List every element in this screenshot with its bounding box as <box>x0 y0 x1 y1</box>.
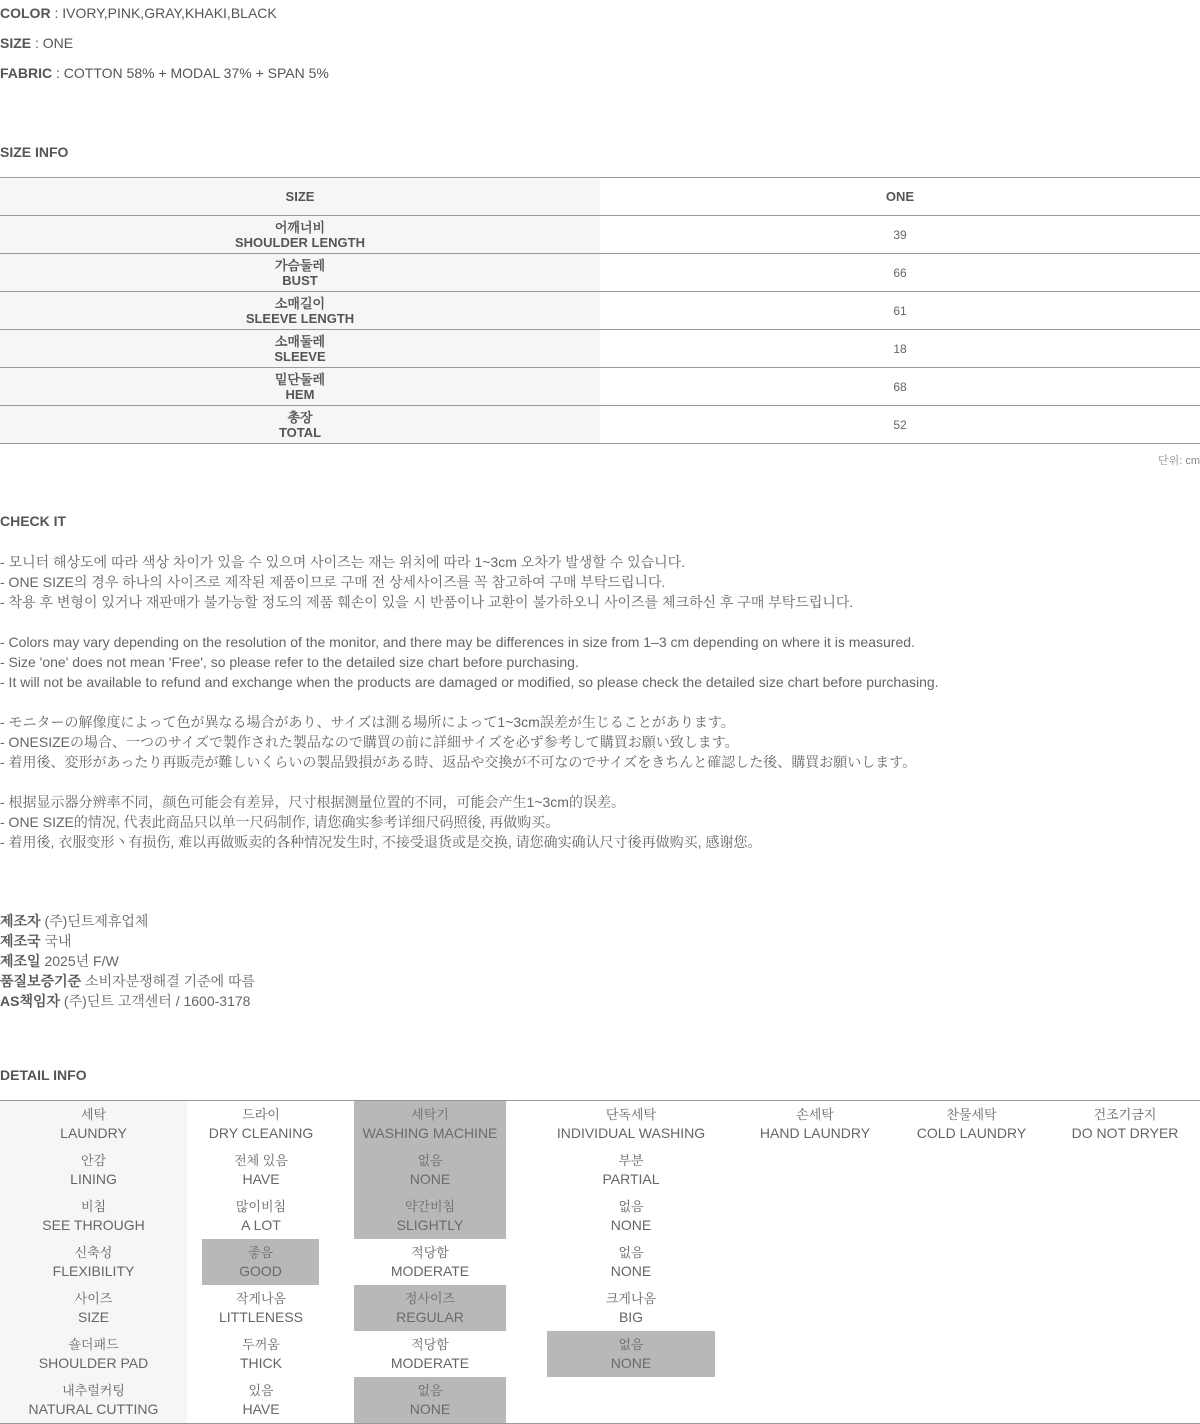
detail-option-kr: 적당함 <box>411 1337 449 1352</box>
detail-option-kr: 크게나옴 <box>605 1291 657 1306</box>
maker-info-value: (주)딘트 고객센터 / 1600-3178 <box>60 993 251 1009</box>
size-row-label <box>0 368 600 406</box>
detail-option <box>187 1101 335 1147</box>
size-label-en: SLEEVE LENGTH <box>245 310 355 326</box>
maker-info-line <box>0 911 148 931</box>
detail-option-selected <box>202 1239 319 1285</box>
detail-option-selected <box>354 1101 506 1147</box>
detail-head-kr: 세탁 <box>80 1107 107 1122</box>
size-label-kr: 밑단둘레 <box>274 371 326 387</box>
detail-option-kr: 정사이즈 <box>404 1291 456 1306</box>
detail-option-kr: 좋음 <box>247 1245 274 1260</box>
detail-option-selected <box>354 1285 506 1331</box>
size-row-label <box>0 330 600 368</box>
size-row <box>0 368 1200 406</box>
spec-value: : ONE <box>31 35 74 51</box>
detail-option-selected <box>354 1147 506 1193</box>
detail-row-head <box>0 1285 187 1331</box>
maker-info-value: 국내 <box>40 933 72 949</box>
detail-row-head <box>0 1193 187 1239</box>
detail-option-selected <box>354 1377 506 1423</box>
detail-option <box>187 1193 335 1239</box>
size-row-value: 68 <box>600 368 1200 406</box>
detail-row-head <box>0 1377 187 1423</box>
detail-option-en: DRY CLEANING <box>208 1125 314 1141</box>
detail-option-en: NONE <box>610 1355 652 1371</box>
detail-head-en: SEE THROUGH <box>42 1217 145 1233</box>
size-label-kr: 총장 <box>287 409 313 425</box>
check-line: - ONESIZEの場合、一つのサイズで製作された製品なので購買の前に詳細サイズを必ず参考して購買お願い致します。 <box>0 734 739 750</box>
detail-option <box>715 1101 915 1147</box>
detail-option-en: INDIVIDUAL WASHING <box>556 1125 706 1141</box>
spec-label: COLOR <box>0 5 51 21</box>
detail-option-en: HAND LAUNDRY <box>759 1125 871 1141</box>
detail-option-en: PARTIAL <box>602 1171 660 1187</box>
size-row <box>0 406 1200 444</box>
detail-option <box>547 1147 715 1193</box>
size-label-kr: 소매둘레 <box>274 333 326 349</box>
size-row-value: 52 <box>600 406 1200 444</box>
detail-option-kr: 없음 <box>417 1153 443 1168</box>
detail-option-kr: 많이비침 <box>235 1199 287 1214</box>
detail-head-kr: 안감 <box>80 1153 107 1168</box>
detail-option-en: NONE <box>610 1217 652 1233</box>
size-row <box>0 254 1200 292</box>
maker-info-label: 제조국 <box>0 933 41 949</box>
detail-head-en: LAUNDRY <box>60 1125 127 1141</box>
size-row-value: 39 <box>600 216 1200 254</box>
size-label-en: HEM <box>285 386 315 402</box>
size-row-value: 61 <box>600 292 1200 330</box>
detail-option-kr: 없음 <box>618 1199 644 1214</box>
spec-fabric <box>0 64 329 82</box>
check-line: - 착용 후 변형이 있거나 재판매가 불가능할 정도의 제품 훼손이 있을 시 반품이나 교환이 불가하오니 사이즈를 체크하신 후 구매 부탁드립니다. <box>0 594 854 610</box>
maker-info-label: 제조자 <box>0 913 41 929</box>
detail-option-en: NONE <box>409 1171 451 1187</box>
size-table-header <box>0 178 1200 216</box>
size-label-kr: 소매길이 <box>274 295 326 311</box>
detail-option-en: NONE <box>409 1401 451 1417</box>
detail-option-en: A LOT <box>241 1217 281 1233</box>
maker-info-line <box>0 951 119 971</box>
size-label-en: BUST <box>282 272 318 288</box>
spec-value: : IVORY,PINK,GRAY,KHAKI,BLACK <box>50 5 277 21</box>
detail-option-en: WASHING MACHINE <box>362 1125 498 1141</box>
check-line: - 着用後、変形があったり再販売が難しいくらいの製品毀損がある時、返品や交換が不可なのでサイズをきちんと確認した後、購買お願いします。 <box>0 754 917 770</box>
check-line: - 根据显示器分辨率不同，颜色可能会有差异，尺寸根据测量位置的不同，可能会产生1~3cm的误差。 <box>0 794 625 810</box>
check-line: - モニターの解像度によって色が異なる場合があり、サイズは測る場所によって1~3cm誤差が生じることがあります。 <box>0 714 735 730</box>
check-line: - 모니터 해상도에 따라 색상 차이가 있을 수 있으며 사이즈는 재는 위치에 따라 1~3cm 오차가 발생할 수 있습니다. <box>0 554 686 570</box>
size-row <box>0 216 1200 254</box>
detail-option-en: BIG <box>618 1309 644 1325</box>
detail-option-en: SLIGHTLY <box>396 1217 464 1233</box>
check-group <box>0 792 761 852</box>
detail-option-kr: 드라이 <box>242 1107 280 1122</box>
detail-option <box>547 1193 715 1239</box>
detail-option <box>547 1239 715 1285</box>
check-it-title: CHECK IT <box>0 513 67 529</box>
size-header-value: ONE <box>600 178 1200 216</box>
detail-option-en: NONE <box>610 1263 652 1279</box>
detail-head-en: SIZE <box>77 1309 110 1325</box>
check-group <box>0 552 853 612</box>
detail-option-selected <box>547 1331 715 1377</box>
detail-option-en: GOOD <box>239 1263 282 1279</box>
detail-head-kr: 내추럴커팅 <box>62 1383 125 1398</box>
detail-row-head <box>0 1101 187 1147</box>
maker-info-value: 2025년 F/W <box>40 953 119 969</box>
detail-option <box>187 1147 335 1193</box>
size-header-label: SIZE <box>0 178 600 216</box>
size-label-en: SHOULDER LENGTH <box>235 234 365 250</box>
detail-option-en: REGULAR <box>396 1309 464 1325</box>
detail-head-kr: 숄더패드 <box>68 1337 119 1352</box>
spec-label: SIZE <box>0 35 32 51</box>
maker-info-value: 소비자분쟁해결 기준에 따름 <box>81 973 256 989</box>
check-line: - ONE SIZE의 경우 하나의 사이즈로 제작된 제품이므로 구매 전 상세사이즈를 꼭 참고하여 구매 부탁드립니다. <box>0 574 666 590</box>
detail-option-kr: 없음 <box>618 1337 644 1352</box>
detail-option-en: DO NOT DRYER <box>1071 1125 1179 1141</box>
detail-option-kr: 작게나옴 <box>235 1291 287 1306</box>
detail-option <box>1050 1101 1200 1147</box>
size-info-title: SIZE INFO <box>0 144 69 160</box>
check-line: - 着用後, 衣服变形丶有损伤, 难以再做贩卖的各种情况发生时, 不接受退货或是交换, 请您确实确认尺寸後再做购买, 感谢您。 <box>0 834 762 850</box>
detail-option-selected <box>354 1193 506 1239</box>
detail-row-head <box>0 1331 187 1377</box>
spec-value: : COTTON 58% + MODAL 37% + SPAN 5% <box>52 65 329 81</box>
size-label-en: TOTAL <box>278 424 322 440</box>
detail-option-kr: 없음 <box>618 1245 644 1260</box>
detail-option-kr: 단독세탁 <box>605 1107 657 1122</box>
detail-option-kr: 건조기금지 <box>1093 1107 1157 1122</box>
detail-option-en: COLD LAUNDRY <box>916 1125 1027 1141</box>
size-row-value: 18 <box>600 330 1200 368</box>
detail-option-en: LITTLENESS <box>218 1309 304 1325</box>
detail-option-kr: 부분 <box>618 1153 644 1168</box>
detail-option <box>187 1331 335 1377</box>
size-label-kr: 가슴둘레 <box>274 257 326 273</box>
detail-row-head <box>0 1147 187 1193</box>
maker-info-label: 품질보증기준 <box>0 973 82 989</box>
size-label-kr: 어깨너비 <box>274 219 326 235</box>
detail-head-kr: 사이즈 <box>74 1291 113 1306</box>
detail-option-kr: 없음 <box>417 1383 443 1398</box>
detail-option <box>547 1285 715 1331</box>
detail-option <box>354 1331 506 1377</box>
maker-info-line <box>0 931 72 951</box>
detail-option <box>187 1377 335 1423</box>
detail-option-kr: 약간비침 <box>404 1199 456 1214</box>
check-line: - ONE SIZE的情况, 代表此商品只以单一尺码制作, 请您确实参考详细尺码照後, 再做购买。 <box>0 814 560 830</box>
maker-info-value: (주)딘트제휴업체 <box>40 913 149 929</box>
detail-grid <box>0 1100 1200 1424</box>
detail-option-kr: 세탁기 <box>411 1107 449 1122</box>
detail-head-en: NATURAL CUTTING <box>28 1401 159 1417</box>
detail-option-en: MODERATE <box>390 1263 470 1279</box>
detail-option <box>187 1285 335 1331</box>
size-row-label <box>0 292 600 330</box>
check-line: - Colors may vary depending on the resolution of the monitor, and there may be differences in size from 1–3 cm depending on where it is measured. <box>0 634 915 650</box>
detail-option-kr: 손세탁 <box>796 1107 834 1122</box>
detail-option <box>354 1239 506 1285</box>
detail-option-en: HAVE <box>242 1401 280 1417</box>
detail-head-en: FLEXIBILITY <box>52 1263 135 1279</box>
maker-info-line <box>0 991 250 1011</box>
detail-head-kr: 비침 <box>80 1199 107 1214</box>
size-unit: 단위: cm <box>1157 455 1200 467</box>
spec-label: FABRIC <box>0 65 53 81</box>
detail-head-kr: 신축성 <box>74 1245 113 1260</box>
size-row-label <box>0 406 600 444</box>
detail-row-head <box>0 1239 187 1285</box>
detail-option-kr: 전체 있음 <box>234 1153 288 1168</box>
detail-option-kr: 있음 <box>248 1383 274 1398</box>
detail-option-kr: 적당함 <box>411 1245 449 1260</box>
size-label-en: SLEEVE <box>274 348 326 364</box>
detail-option-en: MODERATE <box>390 1355 470 1371</box>
check-line: - Size 'one' does not mean 'Free', so please refer to the detailed size chart before purchasing. <box>0 654 579 670</box>
detail-option-kr: 찬물세탁 <box>946 1107 997 1122</box>
check-group <box>0 712 916 772</box>
detail-head-en: SHOULDER PAD <box>38 1355 149 1371</box>
size-row-value: 66 <box>600 254 1200 292</box>
maker-info-line <box>0 971 255 991</box>
detail-option <box>547 1101 715 1147</box>
maker-info-label: AS책임자 <box>0 993 61 1009</box>
check-group <box>0 632 939 692</box>
size-row-label <box>0 254 600 292</box>
detail-info-title: DETAIL INFO <box>0 1067 87 1083</box>
detail-head-en: LINING <box>70 1171 117 1187</box>
check-line: - It will not be available to refund and exchange when the products are damaged or modified, so please check the detailed size chart before purchasing. <box>0 674 939 690</box>
detail-option <box>893 1101 1050 1147</box>
size-row-label <box>0 216 600 254</box>
size-table <box>0 177 1200 444</box>
spec-color <box>0 4 277 22</box>
spec-size <box>0 34 73 52</box>
detail-option-en: THICK <box>240 1355 282 1371</box>
size-row <box>0 292 1200 330</box>
size-row <box>0 330 1200 368</box>
maker-info-label: 제조일 <box>0 953 41 969</box>
detail-option-kr: 두꺼움 <box>242 1337 280 1352</box>
detail-option-en: HAVE <box>242 1171 280 1187</box>
